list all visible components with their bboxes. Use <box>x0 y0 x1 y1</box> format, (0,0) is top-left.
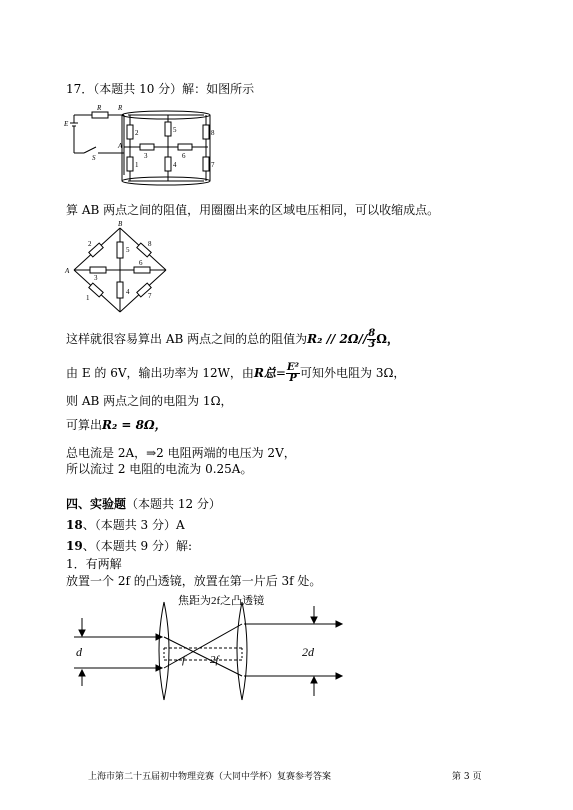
q19-item-1: 1．有两解 <box>66 557 122 571</box>
circuit2-label-a: A <box>65 267 70 275</box>
q18-line <box>66 518 185 532</box>
lens-label-2d: 2d <box>302 645 314 659</box>
circuit2-label-b: B <box>118 220 123 228</box>
q19-text: 、（本题共 9 分）解: <box>82 539 193 553</box>
lens-label-top: 焦距为2f之凸透镜 <box>178 595 265 607</box>
q19-number: 19 <box>66 539 83 553</box>
q17-paragraph-6: 总电流是 2A，⇒2 电阻两端的电压为 2V， <box>66 446 296 460</box>
circuit2-label-4: 4 <box>126 288 130 296</box>
q17-heading: 17．（本题共 10 分）解：如图所示 <box>66 82 255 96</box>
q19-line <box>66 539 192 553</box>
p2-formula-right: Ω， <box>376 332 399 346</box>
circuit2-label-3: 3 <box>94 274 98 282</box>
circuit2-label-8: 8 <box>148 240 152 248</box>
p2-frac-den: 3 <box>368 339 376 350</box>
lens-diagram <box>62 590 362 710</box>
circuit1-label-2: 2 <box>135 129 139 137</box>
circuit2-label-2: 2 <box>88 240 92 248</box>
p2-fraction <box>367 329 376 350</box>
footer-left: 上海市第二十五届初中物理竞赛（大同中学杯）复赛参考答案 <box>88 772 332 782</box>
lens-label-2f: 2f <box>210 654 219 666</box>
circuit1-label-s: S <box>92 154 96 162</box>
p5-formula: R₂ = 8Ω， <box>102 418 167 432</box>
circuit2-label-6: 6 <box>139 259 143 267</box>
p2-text: 这样就很容易算出 AB 两点之间的总的阻值为 <box>66 332 308 346</box>
circuit1-label-8: 8 <box>211 129 215 137</box>
p3-equals: = <box>275 366 286 380</box>
circuit1-label-r1: R <box>97 104 102 112</box>
p5-text: 可算出 <box>66 418 103 432</box>
section-4-title: 四、实验题 <box>66 497 127 511</box>
circuit1-label-a: A <box>118 142 123 150</box>
p2-frac-num: 8 <box>368 328 376 339</box>
lens-label-f: f <box>182 654 186 666</box>
section-4-note: （本题共 12 分） <box>126 497 221 511</box>
q17-paragraph-3 <box>66 362 405 384</box>
circuit1-label-e: E <box>64 120 69 128</box>
circuit2-label-5: 5 <box>126 246 130 254</box>
q17-paragraph-2 <box>66 328 399 350</box>
circuit1-label-1: 1 <box>135 161 139 169</box>
p2-formula-left: R₂ // 2Ω// <box>307 332 368 346</box>
q18-text: 、（本题共 3 分）A <box>82 518 185 532</box>
circuit2-label-1: 1 <box>86 294 90 302</box>
circuit1-label-7: 7 <box>211 161 215 169</box>
p3-text-pre: 由 E 的 6V，输出功率为 12W，由 <box>66 366 254 380</box>
p3-frac-den: P <box>289 373 297 384</box>
circuit-diagram-1 <box>62 102 220 194</box>
circuit1-label-4: 4 <box>173 161 177 169</box>
q17-paragraph-4: 则 AB 两点之间的电阻为 1Ω， <box>66 394 233 408</box>
p3-fraction <box>286 363 300 384</box>
p3-r-total: R总 <box>253 366 276 380</box>
q17-paragraph-5 <box>66 418 167 432</box>
q17-paragraph-1: 算 AB 两点之间的阻值，用圈圈出来的区域电压相同，可以收缩成点。 <box>66 203 440 217</box>
circuit2-label-7: 7 <box>148 292 152 300</box>
lens-label-d: d <box>76 645 82 659</box>
circuit1-label-5: 5 <box>173 126 177 134</box>
q17-paragraph-7: 所以流过 2 电阻的电流为 0.25A。 <box>66 462 253 476</box>
q18-number: 18 <box>66 518 83 532</box>
footer-page-number: 第 3 页 <box>452 772 482 782</box>
circuit1-label-6: 6 <box>182 152 186 160</box>
circuit1-label-r2: R <box>118 104 123 112</box>
circuit1-label-3: 3 <box>144 152 148 160</box>
section-4-heading <box>66 497 221 511</box>
p3-text-post: 可知外电阻为 3Ω， <box>300 366 406 380</box>
q19-item-1-detail: 放置一个 2f 的凸透镜，放置在第一片后 3f 处。 <box>66 574 322 588</box>
p3-frac-num: E² <box>286 362 299 373</box>
circuit-diagram-2 <box>64 220 176 318</box>
